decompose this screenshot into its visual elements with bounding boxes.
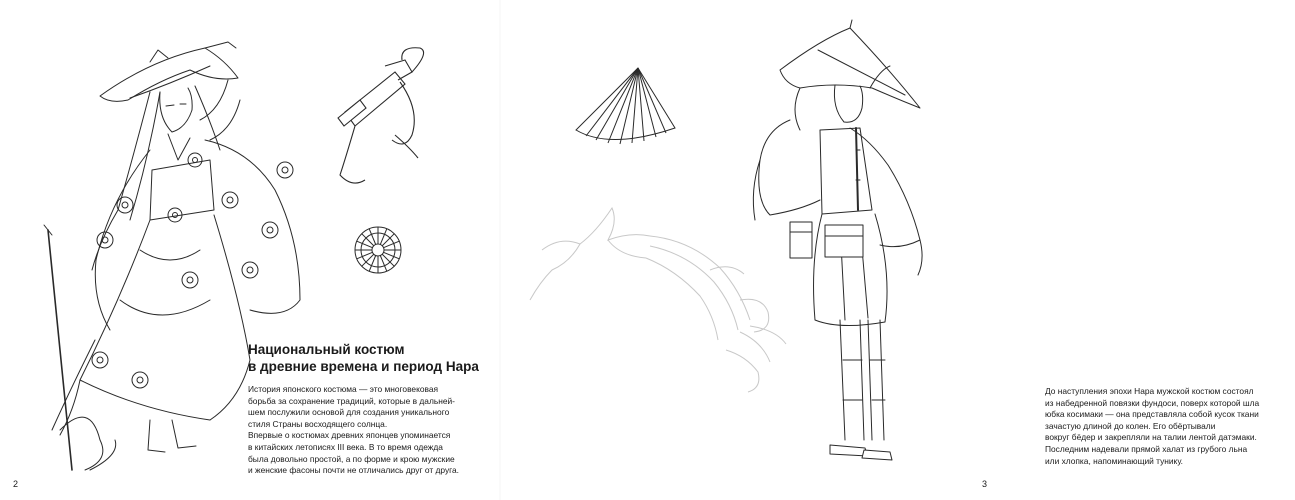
text-line: в китайских летописях III века. В то время одежда: [248, 441, 443, 452]
man-in-kimono-illustration: [753, 20, 922, 460]
text-line: Впервые о костюмах древних японцев упоминается: [248, 430, 451, 441]
text-line: была довольно простой, а по форме и крою мужские: [248, 453, 455, 464]
text-line: шем послужили основой для создания уникального: [248, 407, 450, 418]
text-line: юбка косимаки — она представляла собой кусок ткани: [1045, 409, 1259, 420]
text-line: Последним надевали прямой халат из грубого льна: [1045, 443, 1248, 454]
crane-bird-icon: [530, 208, 786, 392]
text-line: и женские фасоны почти не отличались друг от друга.: [248, 465, 459, 476]
right-page: [500, 0, 1260, 500]
page-number-right: 3: [981, 479, 987, 489]
heading-line: Национальный костюм: [248, 342, 405, 357]
text-line: зачастую длиной до колен. Его обёртывали: [1045, 420, 1216, 431]
right-page-art: [500, 0, 1000, 500]
section-heading: [248, 341, 498, 375]
chrysanthemum-crest-icon: [355, 227, 401, 273]
text-line: или хлопка, напоминающий тунику.: [1045, 455, 1183, 466]
text-line: История японского костюма — это многовековая: [248, 384, 439, 394]
heading-line: в древние времена и период Нара: [248, 359, 479, 374]
text-line: из набедренной повязки фундоси, поверх которой шла: [1045, 397, 1260, 408]
text-line: борьба за сохранение традиций, которые в дальней-: [248, 395, 455, 406]
straw-hat-icon: [576, 68, 675, 144]
page-number-left: 2: [13, 479, 19, 489]
text-line: До наступления эпохи Нара мужской костюм состоял: [1045, 386, 1254, 396]
right-paragraph: [1045, 386, 1295, 467]
left-paragraph: [248, 384, 498, 477]
text-line: стиля Страны восходящего солнца.: [248, 418, 388, 429]
text-line: вокруг бёдер и закрепляли на талии лентой датэмаки.: [1045, 432, 1257, 443]
left-page: [0, 0, 500, 500]
scroll-icon: [338, 48, 424, 183]
